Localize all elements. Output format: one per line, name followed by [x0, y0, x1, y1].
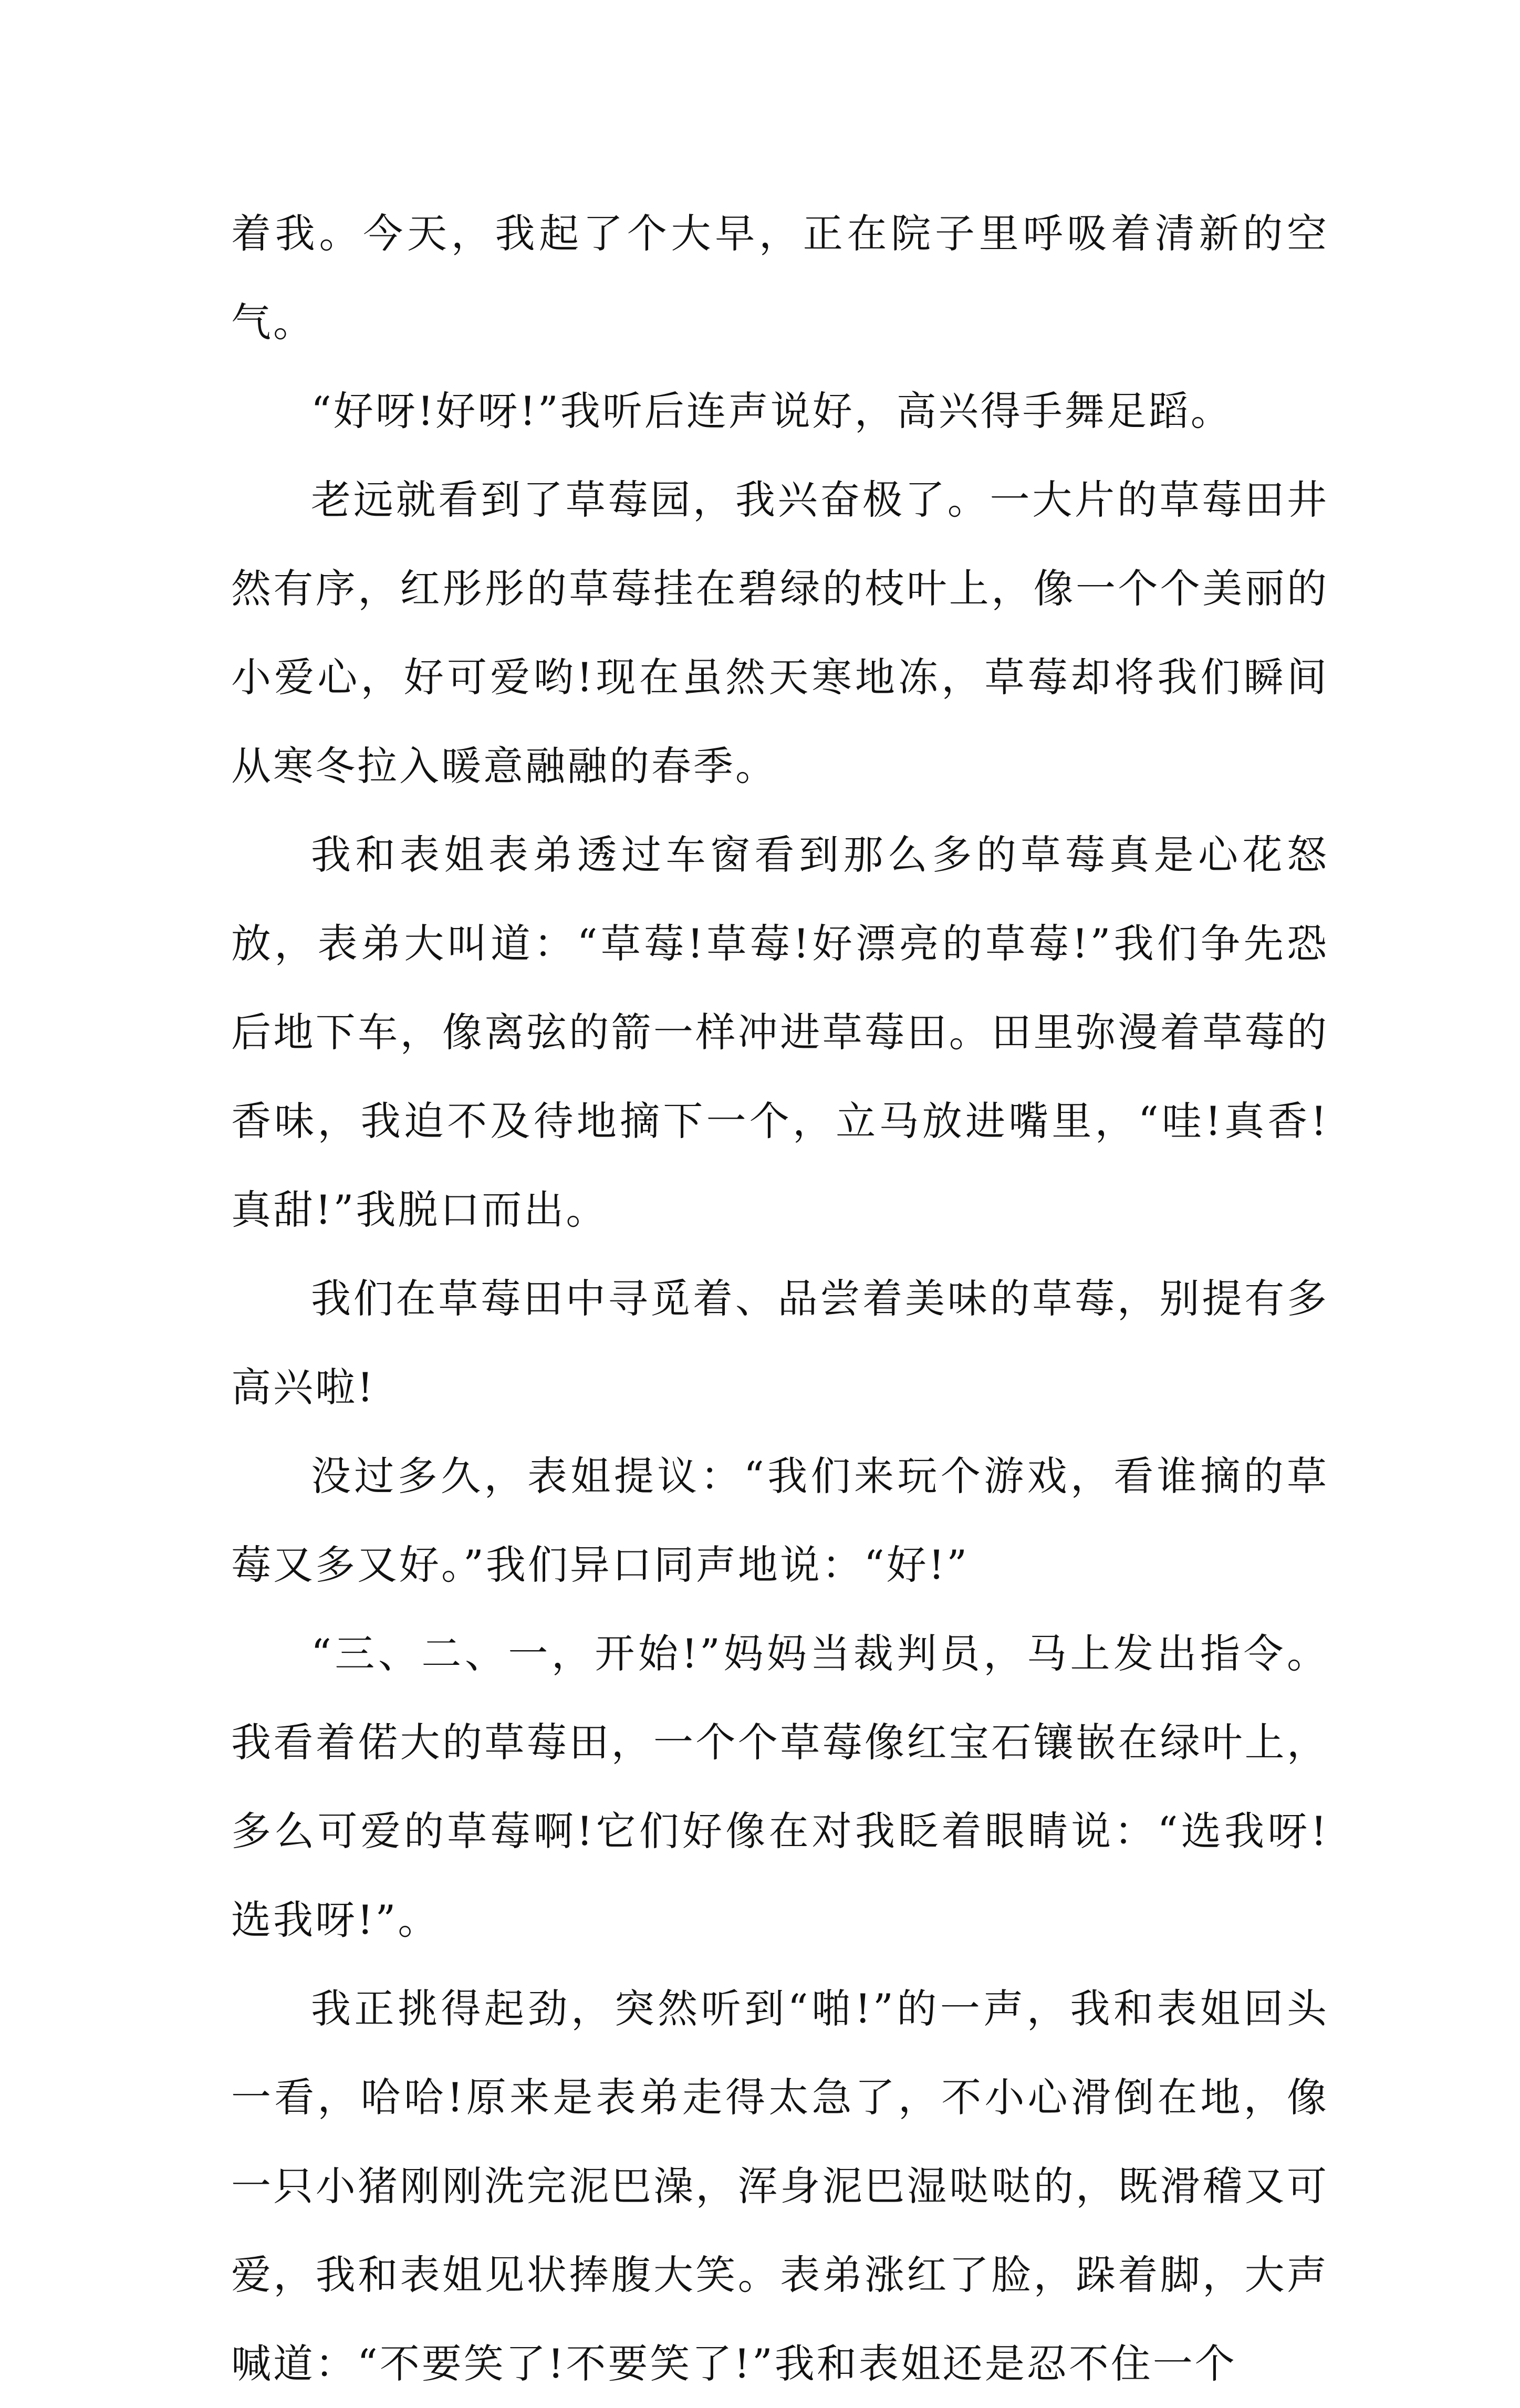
paragraph: 没过多久，表姐提议：“我们来玩个游戏，看谁摘的草莓又多又好。”我们异口同声地说：“好!”: [231, 1453, 1329, 1588]
paragraph: “三、二、一，开始!”妈妈当裁判员，马上发出指令。我看着偌大的草莓田，一个个草莓像红宝石镶嵌在绿叶上，多么可爱的草莓啊!它们好像在对我眨着眼睛说：“选我呀!选我呀!”。: [231, 1630, 1329, 1943]
paragraph: 老远就看到了草莓园，我兴奋极了。一大片的草莓田井然有序，红彤彤的草莓挂在碧绿的枝叶上，像一个个美丽的小爱心，好可爱哟!现在虽然天寒地冻，草莓却将我们瞬间从寒冬拉入暖意融融的春季。: [231, 476, 1329, 789]
paragraph: 我正挑得起劲，突然听到“啪!”的一声，我和表姐回头一看，哈哈!原来是表弟走得太急了，不小心滑倒在地，像一只小猪刚刚洗完泥巴澡，浑身泥巴湿哒哒的，既滑稽又可爱，我和表姐见状捧腹大笑。表弟涨红了脸，跺着脚，大声喊道：“不要笑了!不要笑了!”我和表姐还是忍不住一个: [231, 1985, 1329, 2387]
paragraph: 我们在草莓田中寻觅着、品尝着美味的草莓，别提有多高兴啦!: [231, 1275, 1329, 1411]
essay-body: [231, 189, 1329, 2408]
paragraph: 我和表姐表弟透过车窗看到那么多的草莓真是心花怒放，表弟大叫道：“草莓!草莓!好漂亮的草莓!”我们争先恐后地下车，像离弦的箭一样冲进草莓田。田里弥漫着草莓的香味，我迫不及待地摘下一个，立马放进嘴里，“哇!真香!真甜!”我脱口而出。: [231, 831, 1329, 1233]
paragraph-continued: 着我。今天，我起了个大早，正在院子里呼吸着清新的空气。: [231, 210, 1329, 346]
paragraph: “好呀!好呀!”我听后连声说好，高兴得手舞足蹈。: [311, 388, 1233, 434]
